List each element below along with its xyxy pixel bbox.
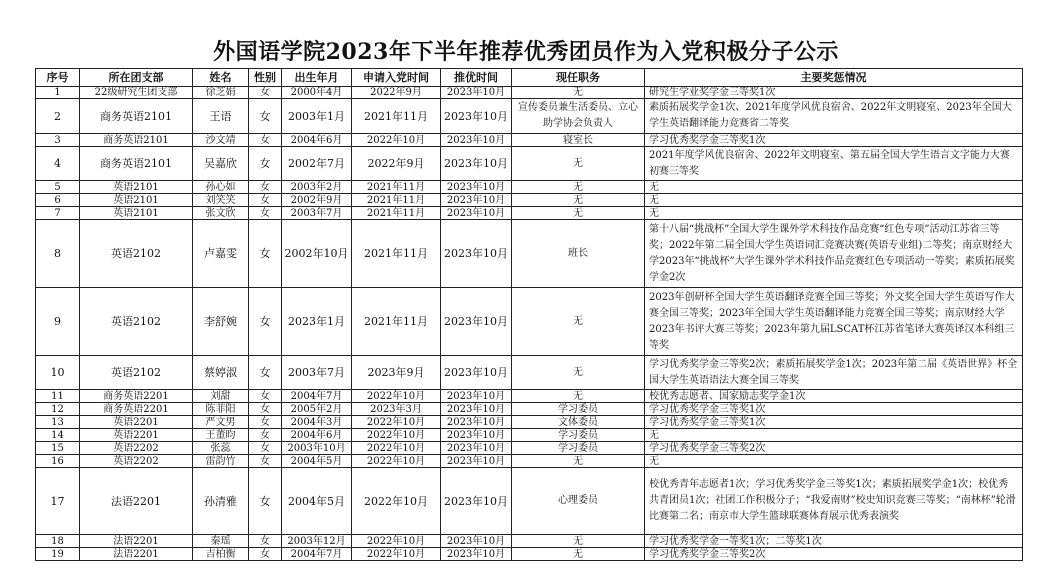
table-row [36, 147, 1023, 181]
row-duty: 无 [512, 455, 645, 468]
row-awards: 2021年度学风优良宿舍、2022年文明寝室、第五届全国大学生语言文字能力大赛初赛三等奖 [645, 147, 1023, 181]
row-birth: 2003年7月 [282, 207, 352, 220]
row-apply-date: 2022年10月 [352, 455, 441, 468]
row-gender: 女 [249, 390, 282, 403]
row-duty: 宣传委员兼生活委员、立心助学协会负责人 [512, 99, 645, 134]
row-apply-date: 2022年10月 [352, 468, 441, 535]
row-birth: 2002年7月 [282, 147, 352, 181]
row-awards: 无 [645, 181, 1023, 194]
row-branch: 英语2101 [80, 207, 193, 220]
row-awards: 无 [645, 194, 1023, 207]
row-branch: 英语2201 [80, 416, 193, 429]
page-title: 外国语学院2023年下半年推荐优秀团员作为入党积极分子公示 [213, 39, 839, 65]
row-no: 18 [36, 535, 80, 548]
row-no: 6 [36, 194, 80, 207]
row-duty: 无 [512, 390, 645, 403]
row-name: 徐芝娟 [193, 87, 249, 99]
row-birth: 2004年6月 [282, 134, 352, 147]
table-row [36, 455, 1023, 468]
row-awards: 学习优秀奖学金三等奖2次 [645, 442, 1023, 455]
row-awards: 学习优秀奖学金三等奖2次 [645, 548, 1023, 561]
row-birth: 2002年10月 [282, 220, 352, 288]
row-no: 16 [36, 455, 80, 468]
table-row [36, 390, 1023, 403]
header-gender: 性别 [249, 69, 282, 87]
row-no: 1 [36, 87, 80, 99]
row-no: 19 [36, 548, 80, 561]
row-duty: 学习委员 [512, 442, 645, 455]
row-duty: 班长 [512, 220, 645, 288]
row-birth: 2003年1月 [282, 99, 352, 134]
table-row [36, 194, 1023, 207]
row-name: 吉柏衡 [193, 548, 249, 561]
row-apply-date: 2022年10月 [352, 390, 441, 403]
row-recommend-date: 2023年10月 [441, 356, 512, 390]
row-recommend-date: 2023年10月 [441, 288, 512, 356]
row-no: 5 [36, 181, 80, 194]
row-recommend-date: 2023年10月 [441, 147, 512, 181]
row-apply-date: 2022年10月 [352, 548, 441, 561]
row-recommend-date: 2023年10月 [441, 390, 512, 403]
row-no: 4 [36, 147, 80, 181]
row-duty: 无 [512, 87, 645, 99]
row-no: 13 [36, 416, 80, 429]
row-branch: 商务英语2101 [80, 147, 193, 181]
row-recommend-date: 2023年10月 [441, 99, 512, 134]
row-awards: 第十八届“挑战杯”全国大学生课外学术科技作品竞赛“红色专项”活动江苏省三等奖；2022年第二届全国大学生英语词汇竞赛决赛(英语专业组)二等奖；南京财经大学2023年“挑战杯”大学生课外学术科技作品竞赛红色专项活动一等奖；素质拓展奖学金2次 [645, 220, 1023, 288]
row-recommend-date: 2023年10月 [441, 220, 512, 288]
row-branch: 英语2102 [80, 220, 193, 288]
header-awards: 主要奖惩情况 [645, 69, 1023, 87]
row-awards: 校优秀青年志愿者1次；学习优秀奖学金三等奖1次；素质拓展奖学金1次；校优秀共青团员1次；社团工作积极分子；“我爱南财”校史知识竞赛三等奖；“南林杯”轮滑比赛第二名；南京市大学生篮球联赛体育展示优秀表演奖 [645, 468, 1023, 535]
row-gender: 女 [249, 134, 282, 147]
row-name: 张文欣 [193, 207, 249, 220]
row-branch: 法语2201 [80, 468, 193, 535]
row-gender: 女 [249, 403, 282, 416]
row-recommend-date: 2023年10月 [441, 416, 512, 429]
row-name: 雷韵竹 [193, 455, 249, 468]
row-name: 沙文靖 [193, 134, 249, 147]
row-duty: 无 [512, 194, 645, 207]
row-name: 刘笑笑 [193, 194, 249, 207]
row-branch: 22级研究生团支部 [80, 87, 193, 99]
row-branch: 英语2101 [80, 181, 193, 194]
row-name: 严文男 [193, 416, 249, 429]
table-row [36, 134, 1023, 147]
row-name: 孙心如 [193, 181, 249, 194]
row-branch: 法语2201 [80, 535, 193, 548]
row-no: 3 [36, 134, 80, 147]
table-row [36, 416, 1023, 429]
row-name: 孙清雅 [193, 468, 249, 535]
header-name: 姓名 [193, 69, 249, 87]
row-birth: 2004年6月 [282, 429, 352, 442]
table-row [36, 220, 1023, 288]
row-branch: 商务英语2201 [80, 390, 193, 403]
table-row [36, 356, 1023, 390]
row-birth: 2004年5月 [282, 455, 352, 468]
row-recommend-date: 2023年10月 [441, 468, 512, 535]
row-duty: 无 [512, 181, 645, 194]
row-no: 9 [36, 288, 80, 356]
row-recommend-date: 2023年10月 [441, 455, 512, 468]
table-row [36, 535, 1023, 548]
row-no: 8 [36, 220, 80, 288]
row-gender: 女 [249, 429, 282, 442]
row-awards: 无 [645, 207, 1023, 220]
row-apply-date: 2022年10月 [352, 442, 441, 455]
row-apply-date: 2022年9月 [352, 87, 441, 99]
row-apply-date: 2021年11月 [352, 181, 441, 194]
row-awards: 研究生学业奖学金三等奖1次 [645, 87, 1023, 99]
table-row [36, 442, 1023, 455]
row-name: 刘甜 [193, 390, 249, 403]
row-name: 李舒婉 [193, 288, 249, 356]
row-no: 2 [36, 99, 80, 134]
row-duty: 无 [512, 147, 645, 181]
row-gender: 女 [249, 194, 282, 207]
row-duty: 学习委员 [512, 429, 645, 442]
header-duty: 现任职务 [512, 69, 645, 87]
table-row [36, 403, 1023, 416]
row-name: 张蕊 [193, 442, 249, 455]
row-branch: 英语2202 [80, 442, 193, 455]
row-awards: 无 [645, 429, 1023, 442]
row-birth: 2004年5月 [282, 468, 352, 535]
row-recommend-date: 2023年10月 [441, 181, 512, 194]
row-apply-date: 2022年9月 [352, 147, 441, 181]
row-gender: 女 [249, 416, 282, 429]
row-birth: 2005年2月 [282, 403, 352, 416]
row-awards: 学习优秀奖学金三等奖2次；素质拓展奖学金1次；2023年第二届《英语世界》杯全国大学生英语语法大赛全国三等奖 [645, 356, 1023, 390]
row-no: 17 [36, 468, 80, 535]
candidates-table [35, 68, 1023, 561]
row-recommend-date: 2023年10月 [441, 207, 512, 220]
row-apply-date: 2022年10月 [352, 429, 441, 442]
row-name: 卢嘉雯 [193, 220, 249, 288]
row-branch: 商务英语2101 [80, 134, 193, 147]
header-apply-date: 申请入党时间 [352, 69, 441, 87]
row-duty: 无 [512, 207, 645, 220]
row-recommend-date: 2023年10月 [441, 403, 512, 416]
row-name: 王语 [193, 99, 249, 134]
row-awards: 学习优秀奖学金一等奖1次；二等奖1次 [645, 535, 1023, 548]
row-gender: 女 [249, 147, 282, 181]
table-row [36, 99, 1023, 134]
row-apply-date: 2021年11月 [352, 99, 441, 134]
table-row [36, 181, 1023, 194]
row-birth: 2003年7月 [282, 356, 352, 390]
row-birth: 2002年9月 [282, 194, 352, 207]
table-row [36, 429, 1023, 442]
row-branch: 英语2202 [80, 455, 193, 468]
row-no: 7 [36, 207, 80, 220]
row-name: 蔡婷淑 [193, 356, 249, 390]
row-recommend-date: 2023年10月 [441, 442, 512, 455]
row-apply-date: 2023年3月 [352, 403, 441, 416]
row-awards: 素质拓展奖学金1次、2021年度学风优良宿舍、2022年文明寝室、2023年全国大学生英语翻译能力竞赛省二等奖 [645, 99, 1023, 134]
row-birth: 2004年7月 [282, 390, 352, 403]
header-no: 序号 [36, 69, 80, 87]
row-duty: 无 [512, 356, 645, 390]
row-gender: 女 [249, 548, 282, 561]
row-branch: 商务英语2101 [80, 99, 193, 134]
row-apply-date: 2022年10月 [352, 134, 441, 147]
row-awards: 校优秀志愿者、国家励志奖学金1次 [645, 390, 1023, 403]
row-recommend-date: 2023年10月 [441, 87, 512, 99]
row-name: 秦瑶 [193, 535, 249, 548]
table-row [36, 468, 1023, 535]
row-apply-date: 2023年9月 [352, 356, 441, 390]
row-no: 11 [36, 390, 80, 403]
row-gender: 女 [249, 207, 282, 220]
table-row [36, 87, 1023, 99]
row-duty: 无 [512, 548, 645, 561]
row-apply-date: 2021年11月 [352, 207, 441, 220]
row-name: 陈菲阳 [193, 403, 249, 416]
row-branch: 英语2101 [80, 194, 193, 207]
row-birth: 2003年10月 [282, 442, 352, 455]
row-no: 15 [36, 442, 80, 455]
row-duty: 文体委员 [512, 416, 645, 429]
row-no: 10 [36, 356, 80, 390]
row-apply-date: 2021年11月 [352, 194, 441, 207]
row-branch: 法语2201 [80, 548, 193, 561]
row-birth: 2000年4月 [282, 87, 352, 99]
row-gender: 女 [249, 288, 282, 356]
row-recommend-date: 2023年10月 [441, 548, 512, 561]
row-birth: 2003年12月 [282, 535, 352, 548]
row-duty: 学习委员 [512, 403, 645, 416]
row-gender: 女 [249, 220, 282, 288]
row-gender: 女 [249, 99, 282, 134]
row-name: 吴嘉欣 [193, 147, 249, 181]
row-no: 12 [36, 403, 80, 416]
row-awards: 无 [645, 455, 1023, 468]
row-gender: 女 [249, 87, 282, 99]
row-branch: 英语2201 [80, 429, 193, 442]
row-apply-date: 2022年10月 [352, 535, 441, 548]
header-recommend-date: 推优时间 [441, 69, 512, 87]
row-birth: 2004年7月 [282, 548, 352, 561]
row-gender: 女 [249, 468, 282, 535]
row-birth: 2003年2月 [282, 181, 352, 194]
row-duty: 无 [512, 535, 645, 548]
row-recommend-date: 2023年10月 [441, 429, 512, 442]
row-apply-date: 2022年10月 [352, 416, 441, 429]
header-birth: 出生年月 [282, 69, 352, 87]
row-branch: 英语2102 [80, 356, 193, 390]
row-birth: 2004年3月 [282, 416, 352, 429]
row-awards: 学习优秀奖学金三等奖1次 [645, 403, 1023, 416]
row-duty: 无 [512, 288, 645, 356]
row-apply-date: 2021年11月 [352, 220, 441, 288]
row-awards: 学习优秀奖学金三等奖1次 [645, 416, 1023, 429]
row-birth: 2023年1月 [282, 288, 352, 356]
table-row [36, 288, 1023, 356]
table-body [36, 87, 1023, 561]
table-row [36, 548, 1023, 561]
table-header-row [36, 69, 1023, 87]
row-branch: 商务英语2201 [80, 403, 193, 416]
table-row [36, 207, 1023, 220]
row-duty: 心理委员 [512, 468, 645, 535]
row-recommend-date: 2023年10月 [441, 194, 512, 207]
row-apply-date: 2021年11月 [352, 288, 441, 356]
header-branch: 所在团支部 [80, 69, 193, 87]
row-awards: 学习优秀奖学金三等奖1次 [645, 134, 1023, 147]
row-recommend-date: 2023年10月 [441, 134, 512, 147]
row-duty: 寝室长 [512, 134, 645, 147]
row-gender: 女 [249, 455, 282, 468]
row-awards: 2023年创研杯全国大学生英语翻译竞赛全国三等奖；外文奖全国大学生英语写作大赛全国三等奖；2023年全国大学生英语翻译能力竞赛全国三等奖；南京财经大学2023年书评大赛三等奖；2023年第九届LSCAT杯江苏省笔译大赛英译汉本科组三等奖 [645, 288, 1023, 356]
row-gender: 女 [249, 442, 282, 455]
row-name: 王董昀 [193, 429, 249, 442]
row-branch: 英语2102 [80, 288, 193, 356]
row-recommend-date: 2023年10月 [441, 535, 512, 548]
row-no: 14 [36, 429, 80, 442]
row-gender: 女 [249, 535, 282, 548]
row-gender: 女 [249, 181, 282, 194]
row-gender: 女 [249, 356, 282, 390]
